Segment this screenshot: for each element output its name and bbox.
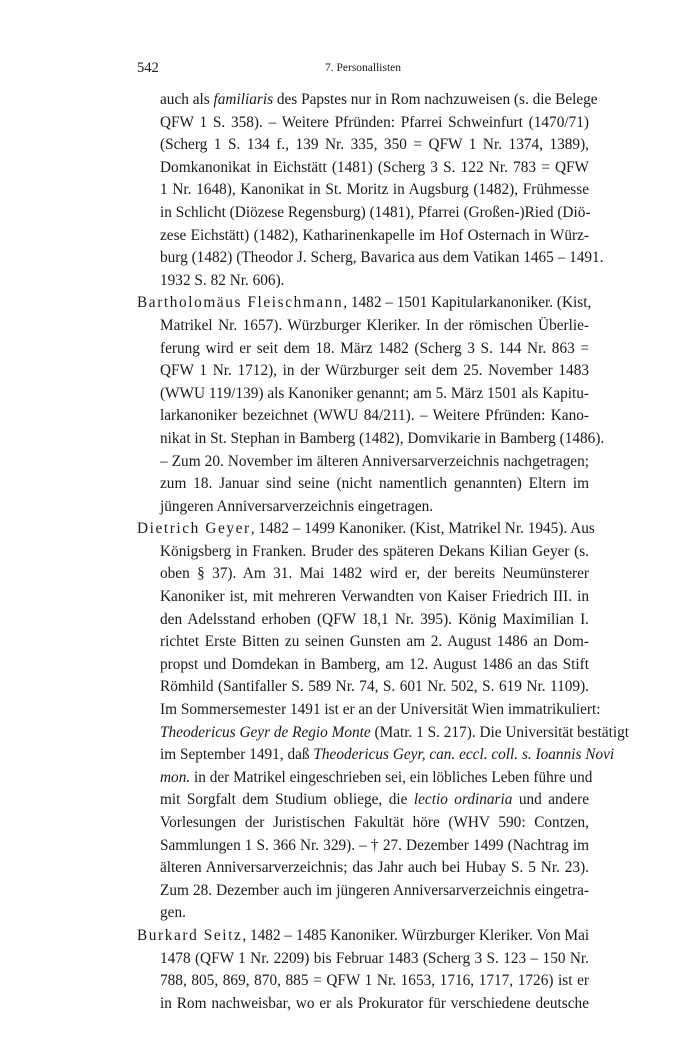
text-segment: und andere	[512, 791, 589, 809]
text-line	[137, 473, 589, 496]
text-segment: Sammlungen 1 S. 366 Nr. 329). – † 27. Dezember 1499 (Nachtrag im	[160, 836, 589, 854]
text-line	[137, 609, 589, 632]
text-segment: jüngeren Anniversarverzeichnis eingetragen.	[160, 497, 434, 515]
text-line	[137, 112, 589, 135]
text-segment: den Adelsstand erhoben (QFW 18,1 Nr. 395). König Maximilian I.	[160, 610, 589, 628]
text-line	[137, 157, 589, 180]
text-line	[137, 835, 589, 858]
text-line	[137, 247, 604, 270]
text-segment: , 1482 – 1501 Kapitularkanoniker. (Kist,	[343, 294, 592, 312]
text-segment: Königsberg in Franken. Bruder des späteren Dekans Kilian Geyer (s.	[160, 542, 589, 560]
text-line	[137, 270, 589, 293]
text-segment: gen.	[160, 904, 186, 922]
text-line	[137, 631, 589, 654]
text-segment: Zum 28. Dezember auch im jüngeren Anniversarverzeichnis eingetra-	[160, 881, 589, 899]
italic-text: Theodericus Geyr de Regio Monte	[160, 723, 371, 741]
text-line	[137, 744, 615, 767]
italic-text: familiaris	[213, 91, 274, 108]
body-text	[137, 89, 630, 1015]
text-segment: zese Eichstätt) (1482), Katharinenkapelle im Hof Osternach in Würz-	[160, 226, 589, 244]
text-segment: in der Matrikel eingeschrieben sei, ein löbliches Leben führe und	[190, 768, 593, 786]
text-line	[137, 225, 589, 248]
text-line	[137, 541, 589, 564]
text-line	[137, 857, 589, 880]
text-segment: 1 Nr. 1648), Kanonikat in St. Moritz in Augsburg (1482), Frühmesse	[160, 181, 589, 199]
entry-first-line	[137, 292, 592, 315]
page-header	[137, 60, 589, 80]
text-line	[137, 699, 601, 722]
text-segment: 1932 S. 82 Nr. 606).	[160, 271, 285, 289]
text-segment: Kanoniker ist, mit mehreren Verwandten von Kaiser Friedrich III. in	[160, 588, 589, 606]
text-segment: in Rom nachweisbar, wo er als Prokurator für verschiedene deutsche	[160, 994, 589, 1012]
text-line	[137, 993, 589, 1016]
text-line	[137, 767, 593, 790]
text-line	[137, 970, 589, 993]
text-line	[137, 654, 589, 677]
text-line	[137, 676, 589, 699]
text-segment: 1478 (QFW 1 Nr. 2209) bis Februar 1483 (Scherg 3 S. 123 – 150 Nr.	[160, 949, 589, 967]
person-name: Bartholomäus Fleischmann	[137, 294, 344, 312]
person-name: Burkard Seitz	[137, 926, 243, 944]
text-line	[137, 451, 589, 474]
text-segment: (Matr. 1 S. 217). Die Universität bestätigt	[370, 723, 630, 741]
text-line	[137, 496, 589, 519]
text-segment: Römhild (Santifaller S. 589 Nr. 74, S. 601 Nr. 502, S. 619 Nr. 1109).	[160, 678, 589, 696]
text-segment: des Papstes nur in Rom nachzuweisen (s. die Belege	[273, 91, 598, 108]
text-segment: zum 18. Januar sind seine (nicht namentlich genannten) Eltern im	[160, 475, 589, 493]
text-line	[137, 563, 589, 586]
text-line	[137, 880, 589, 903]
page-number: 542	[137, 60, 159, 76]
italic-text: mon.	[160, 768, 191, 786]
text-segment: , 1482 – 1485 Kanoniker. Würzburger Kleriker. Von Mai	[242, 926, 590, 944]
text-segment: auch als	[160, 91, 214, 108]
text-segment: in Schlicht (Diözese Regensburg) (1481), Pfarrei (Großen-)Ried (Diö-	[160, 203, 591, 221]
text-line	[137, 722, 630, 745]
entry-first-line	[137, 925, 589, 948]
text-segment: – Zum 20. November im älteren Anniversarverzeichnis nachgetragen;	[160, 452, 589, 470]
text-segment: mit Sorgfalt dem Studium obliege, die	[160, 791, 414, 809]
text-segment: oben § 37). Am 31. Mai 1482 wird er, der bereits Neumünsterer	[160, 565, 589, 583]
text-segment: QFW 1 S. 358). – Weitere Pfründen: Pfarrei Schweinfurt (1470/71)	[160, 113, 589, 131]
running-head: 7. Personallisten	[324, 62, 402, 74]
entry-first-line	[137, 518, 595, 541]
text-line	[137, 134, 589, 157]
text-line	[137, 902, 589, 925]
text-segment: im September 1491, daß	[160, 746, 314, 764]
text-segment: propst und Domdekan in Bamberg, am 12. August 1486 an das Stift	[160, 655, 589, 673]
text-segment: larkanoniker bezeichnet (WWU 84/211). – Weitere Pfründen: Kano-	[160, 407, 589, 425]
text-segment: Matrikel Nr. 1657). Würzburger Kleriker. In der römischen Überlie-	[160, 316, 589, 334]
text-segment: nikat in St. Stephan in Bamberg (1482), Domvikarie in Bamberg (1486).	[160, 429, 605, 447]
text-segment: , 1482 – 1499 Kanoniker. (Kist, Matrikel Nr. 1945). Aus	[250, 520, 595, 538]
text-line	[137, 428, 605, 451]
italic-text: Theodericus Geyr, can. eccl. coll. s. Ioannis Novi	[313, 746, 615, 764]
text-segment: älteren Anniversarverzeichnis; das Jahr auch bei Hubay S. 5 Nr. 23).	[160, 859, 589, 877]
text-segment: (Scherg 1 S. 134 f., 139 Nr. 335, 350 = QFW 1 Nr. 1374, 1389),	[160, 136, 589, 154]
text-segment: richtet Erste Bitten zu seinen Gunsten am 2. August 1486 an Dom-	[160, 633, 589, 651]
text-line	[137, 338, 589, 361]
text-segment: Im Sommersemester 1491 ist er an der Universität Wien immatrikuliert:	[160, 701, 601, 719]
italic-text: lectio ordinaria	[413, 791, 513, 809]
text-segment: burg (1482) (Theodor J. Scherg, Bavarica aus dem Vatikan 1465 – 1491.	[160, 249, 604, 267]
text-line	[137, 812, 589, 835]
text-segment: 788, 805, 869, 870, 885 = QFW 1 Nr. 1653, 1716, 1717, 1726) ist er	[160, 972, 589, 990]
text-segment: (WWU 119/139) als Kanoniker genannt; am 5. März 1501 als Kapitu-	[160, 384, 589, 402]
text-segment: Domkanonikat in Eichstätt (1481) (Scherg 3 S. 122 Nr. 783 = QFW	[160, 158, 589, 176]
text-line	[137, 360, 589, 383]
text-line	[137, 179, 589, 202]
text-line	[137, 202, 589, 225]
text-segment: QFW 1 Nr. 1712), in der Würzburger seit dem 25. November 1483	[160, 362, 589, 380]
text-line	[137, 89, 598, 112]
text-line	[137, 315, 589, 338]
text-segment: Vorlesungen der Juristischen Fakultät höre (WHV 590: Contzen,	[160, 814, 589, 831]
text-line	[137, 586, 589, 609]
text-line	[137, 948, 589, 971]
text-line	[137, 789, 589, 812]
text-segment: ferung wird er seit dem 18. März 1482 (Scherg 3 S. 144 Nr. 863 =	[160, 339, 589, 357]
person-name: Dietrich Geyer	[137, 520, 251, 538]
text-line	[137, 405, 589, 428]
text-line	[137, 383, 589, 406]
